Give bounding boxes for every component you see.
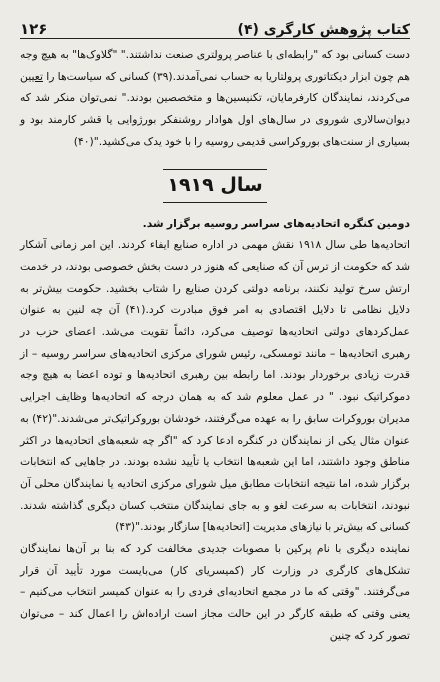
running-header — [20, 14, 410, 39]
page-number: ۱۲۶ — [20, 20, 48, 38]
text-after-underline: می‌کردند، نمایندگان کارفرمایان، تکنیسین‌ها و متخصصین بودند." نمی‌توان منکر شد که دیوان‌سالاری شوروی در سال‌های اول هوادار روشنفکر بورژوایی یا قشر کارمند بود و بسیاری از سنت‌های بوروکراسی قدیمی روسیه را با خود یدک می‌کشید."(۴۰) — [20, 91, 410, 148]
section-heading: سال ۱۹۱۹ — [163, 169, 267, 203]
body-paragraph-2: نماینده دیگری با نام پرکین با مصوبات جدیدی مخالفت کرد که بنا بر آن‌ها نمایندگان تشکل‌های کارگری در وزارت کار (کمیسریای کار) می‌بایست مورد تأیید آن قرار می‌گرفتند. "وقتی که ما در مجمع اتحادیه‌ای فردی را به عنوان کمیسر انتخاب می‌کنیم – یعنی وقتی که طبقه کارگر در این حالت مجاز است اراده‌اش را اعمال کند – می‌توان تصور کرد که چنین — [20, 542, 410, 642]
book-title: کتاب پژوهش کارگری (۴) — [237, 22, 410, 38]
text-before-underline: دست کسانی بود که "رابطه‌ای با عناصر پرولتری صنعت نداشتند." "گلاوک‌ها" به هیچ وجه هم چون ابزار دیکتاتوری پرولتاریا به حساب نمی‌آمدند.(۳۹) کسانی که سیاست‌ها را — [20, 48, 411, 83]
body-paragraph-1: اتحادیه‌ها طی سال ۱۹۱۸ نقش مهمی در اداره صنایع ایفاء کردند. این امر زمانی آشکار شد که حکومت از ترس آن که صنایعی که هنوز در دست بخش خصوصی بودند، در خدمت ارتش سرخ تولید نکنند، برنامه دولتی کردن صنایع را شتاب بخشید. حکومت بیش‌تر به دلایل نظامی تا دلایل اقتصادی به امر فوق مبادرت کرد.(۴۱) آن چه لنین به عنوان عمل‌کردهای دولتی اتحادیه‌ها توصیف می‌کرد، دائماً تقویت می‌شد. اعضای حزب در رهبری اتحادیه‌ها – مانند تومسکی، رئیس شورای مرکزی اتحادیه‌های سراسر روسیه – از قدرت زیادی برخوردار بودند. اما رابطه بین رهبری اتحادیه‌ها و توده اعضا به هیچ وجه دموکراتیک نبود. " در عمل معلوم شد که به همان درجه که اتحادیه‌ها وظایف اجرایی مدیران بوروکرات سابق را به عهده می‌گرفتند، خودشان بوروکراتیک‌تر می‌شدند."(۴۲) به عنوان مثال یکی از نمایندگان در کنگره ادعا کرد که "اگر چه شعبه‌های اتحادیه‌ها در اکثر مناطق وجود داشتند، اما این شعبه‌ها انتخاب یا تأیید نشده بودند. در جاهایی که انتخابات برگزار شده، اما نتیجه انتخابات مطابق میل شورای مرکزی اتحادیه یا نمایندگان محلی آن نبودند، انتخابات به سرعت لغو و به جای نمایندگان منتخب کسان دیگری گذاشته شدند. کسانی که بیش‌تر با نیازهای مدیریت [اتحادیه‌ها] سازگار بودند."(۴۳) — [20, 238, 410, 534]
underlined-word: تعیین — [20, 69, 43, 83]
continued-paragraph — [20, 44, 410, 153]
section-intro: دومین کنگره اتحادیه‌های سراسر روسیه برگزار شد. — [142, 216, 410, 230]
